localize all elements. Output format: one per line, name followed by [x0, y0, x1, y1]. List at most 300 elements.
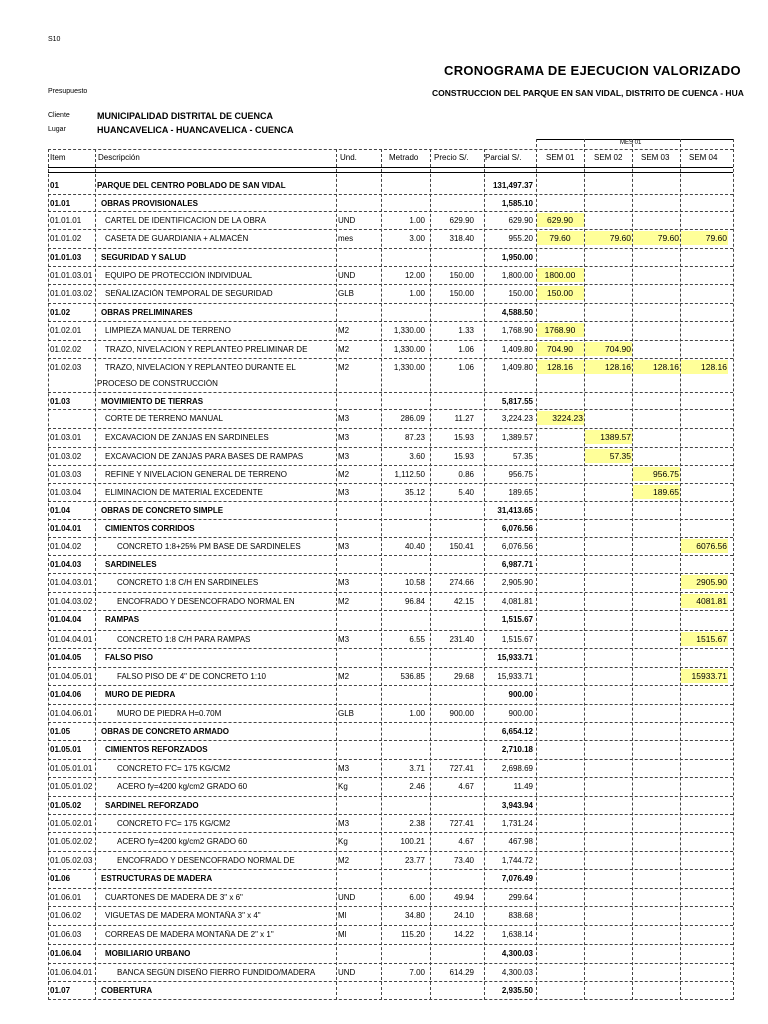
unit: mes [338, 234, 354, 243]
item-code: 01.06.04.01 [50, 968, 93, 977]
item-description: MOVIMIENTO DE TIERRAS [101, 397, 204, 406]
parcial: 1,950.00 [501, 253, 533, 262]
parcial: 6,076.56 [501, 524, 533, 533]
unit: Ml [338, 911, 347, 920]
item-code: 01.03.03 [50, 470, 82, 479]
unit: M2 [338, 345, 350, 354]
precio: 1.33 [458, 326, 474, 335]
item-description: CORREAS DE MADERA MONTAÑA DE 2" x 1" [105, 930, 274, 939]
week-value: 956.75 [633, 467, 680, 481]
item-description: FALSO PISO DE 4" DE CONCRETO 1:10 [117, 672, 266, 681]
page-title: CRONOGRAMA DE EJECUCION VALORIZADO [444, 63, 741, 78]
parcial: 3,943.94 [501, 801, 533, 810]
precio: 614.29 [449, 968, 474, 977]
item-description: CASETA DE GUARDIANIA + ALMACÉN [105, 234, 249, 243]
unit: M3 [338, 578, 350, 587]
table-row [48, 907, 733, 926]
table-row [48, 926, 733, 945]
table-row [48, 267, 733, 285]
table-row [48, 304, 733, 322]
item-description: CONCRETO F'C= 175 KG/CM2 [117, 764, 231, 773]
unit: M2 [338, 672, 350, 681]
item-code: 01.02.03 [50, 363, 82, 372]
header-und: Und. [340, 153, 357, 162]
week-value: 3224.23 [537, 411, 584, 425]
item-code: 01.05.02.03 [50, 856, 93, 865]
precio: 14.22 [453, 930, 474, 939]
unit: M3 [338, 635, 350, 644]
parcial: 4,300.03 [501, 949, 533, 958]
item-description: CONCRETO 1:8+25% PM BASE DE SARDINELES [117, 542, 301, 551]
item-description: TRAZO, NIVELACION Y REPLANTEO DURANTE EL [105, 363, 296, 372]
item-code: 01.05.01.02 [50, 782, 93, 791]
item-code: 01.05.01 [50, 745, 82, 754]
item-description: CONCRETO F'C= 175 KG/CM2 [117, 819, 231, 828]
metrado: 100.21 [400, 837, 425, 846]
table-row [48, 870, 733, 889]
lugar-label: Lugar [48, 126, 66, 133]
week-value: 79.60 [537, 231, 584, 245]
table-row [48, 778, 733, 797]
page-code: S10 [48, 36, 61, 43]
metrado: 1.00 [409, 709, 425, 718]
parcial: 1,731.24 [501, 819, 533, 828]
item-description: EXCAVACION DE ZANJAS EN SARDINELES [105, 433, 269, 442]
item-description: ENCOFRADO Y DESENCOFRADO NORMAL DE [117, 856, 295, 865]
precio: 150.00 [449, 271, 474, 280]
item-code: 01.05.02.02 [50, 837, 93, 846]
presupuesto-label: Presupuesto [48, 88, 88, 95]
metrado: 6.00 [409, 893, 425, 902]
item-code: 01.02.02 [50, 345, 82, 354]
item-code: 01.05.01.01 [50, 764, 93, 773]
table-row [48, 556, 733, 574]
week-value: 150.00 [537, 286, 584, 300]
precio: 727.41 [449, 764, 474, 773]
item-description: OBRAS PRELIMINARES [101, 308, 193, 317]
lugar-value: HUANCAVELICA - HUANCAVELICA - CUENCA [97, 125, 294, 135]
table-row [48, 393, 733, 410]
precio: 73.40 [453, 856, 474, 865]
parcial: 4,300.03 [501, 968, 533, 977]
parcial: 131,497.37 [492, 181, 533, 190]
metrado: 286.09 [400, 414, 425, 423]
week-value: 704.90 [585, 342, 632, 356]
parcial: 956.75 [508, 470, 533, 479]
item-code: 01.04.06.01 [50, 709, 93, 718]
precio: 15.93 [453, 433, 474, 442]
header-sem-04: SEM 04 [689, 153, 718, 162]
table-row [48, 322, 733, 341]
week-value: 57.35 [585, 449, 632, 463]
unit: M3 [338, 764, 350, 773]
metrado: 1,330.00 [393, 326, 425, 335]
table-row [48, 611, 733, 631]
table-row [48, 484, 733, 502]
precio: 1.06 [458, 345, 474, 354]
item-code: 01.04.05 [50, 653, 82, 662]
metrado: 1.00 [409, 216, 425, 225]
metrado: 3.60 [409, 452, 425, 461]
parcial: 900.00 [508, 690, 533, 699]
unit: Kg [338, 837, 348, 846]
precio: 0.86 [458, 470, 474, 479]
precio: 11.27 [454, 414, 474, 423]
item-description: SARDINELES [105, 560, 157, 569]
week-value: 6076.56 [681, 539, 728, 553]
item-code: 01.05 [50, 727, 71, 736]
header-precio: Precio S/. [434, 153, 469, 162]
metrado: 3.71 [409, 764, 425, 773]
parcial: 2,710.18 [501, 745, 533, 754]
unit: M3 [338, 488, 350, 497]
item-description: SEGURIDAD Y SALUD [101, 253, 187, 262]
unit: M3 [338, 819, 350, 828]
unit: M2 [338, 470, 350, 479]
table-row [48, 982, 733, 1000]
table-row [48, 285, 733, 304]
metrado: 12.00 [404, 271, 425, 280]
item-description: CORTE DE TERRENO MANUAL [105, 414, 223, 423]
week-value: 2905.90 [681, 575, 728, 589]
row-divider [48, 999, 733, 1000]
unit: M3 [338, 542, 350, 551]
item-code: 01.03.02 [50, 452, 82, 461]
table-row [48, 538, 733, 556]
parcial: 1,515.67 [501, 615, 533, 624]
parcial: 6,076.56 [501, 542, 533, 551]
item-code: 01 [50, 181, 59, 190]
parcial: 2,935.50 [501, 986, 533, 995]
item-code: 01.04.03 [50, 560, 82, 569]
table-row [48, 520, 733, 538]
item-code: 01.05.02.01 [50, 819, 93, 828]
precio: 274.66 [449, 578, 474, 587]
precio: 42.15 [453, 597, 474, 606]
metrado: 1.00 [409, 289, 425, 298]
item-description: CONCRETO 1:8 C/H EN SARDINELES [117, 578, 259, 587]
unit: UND [338, 216, 356, 225]
table-row [48, 852, 733, 870]
precio: 15.93 [453, 452, 474, 461]
precio: 150.00 [449, 289, 474, 298]
precio: 5.40 [458, 488, 474, 497]
unit: M2 [338, 856, 350, 865]
week-value: 1515.67 [681, 632, 728, 646]
precio: 629.90 [449, 216, 474, 225]
item-code: 01.01.01 [50, 216, 82, 225]
unit: M3 [338, 433, 350, 442]
table-row [48, 466, 733, 484]
week-value: 79.60 [633, 231, 680, 245]
header-item: Item [50, 153, 66, 162]
item-code: 01.06.02 [50, 911, 82, 920]
metrado: 3.00 [409, 234, 425, 243]
metrado: 35.12 [404, 488, 425, 497]
parcial: 15,933.71 [497, 672, 533, 681]
precio: 727.41 [449, 819, 474, 828]
unit: M2 [338, 363, 350, 372]
item-description: LIMPIEZA MANUAL DE TERRENO [105, 326, 231, 335]
parcial: 299.64 [508, 893, 533, 902]
parcial: 4,081.81 [501, 597, 533, 606]
column-divider [733, 139, 734, 1000]
header-metrado: Metrado [389, 153, 419, 162]
table-row [48, 593, 733, 611]
item-code: 01.04.05.01 [50, 672, 93, 681]
header-sem-01: SEM 01 [546, 153, 575, 162]
item-description: OBRAS DE CONCRETO ARMADO [101, 727, 230, 736]
week-value: 1768.90 [537, 323, 584, 337]
metrado: 7.00 [409, 968, 425, 977]
week-value: 15933.71 [681, 669, 728, 683]
parcial: 1,585.10 [501, 199, 533, 208]
precio: 1.06 [458, 363, 474, 372]
table-row [48, 574, 733, 593]
week-value: 1800.00 [537, 268, 584, 282]
table-row [48, 945, 733, 964]
table-row [48, 741, 733, 760]
unit: UND [338, 271, 356, 280]
item-description: CARTEL DE IDENTIFICACION DE LA OBRA [105, 216, 266, 225]
item-code: 01.04 [50, 506, 71, 515]
table-row [48, 760, 733, 778]
cliente-label: Cliente [48, 112, 70, 119]
table-row [48, 668, 733, 686]
item-description-line2: PROCESO DE CONSTRUCCIÓN [97, 379, 218, 388]
parcial: 57.35 [512, 452, 533, 461]
parcial: 6,987.71 [501, 560, 533, 569]
metrado: 2.46 [409, 782, 425, 791]
week-value: 79.60 [585, 231, 632, 245]
week-value: 629.90 [537, 213, 584, 227]
week-value: 79.60 [681, 231, 728, 245]
unit: M2 [338, 326, 350, 335]
unit: UND [338, 893, 356, 902]
unit: UND [338, 968, 356, 977]
item-code: 01.03.01 [50, 433, 82, 442]
item-description: ACERO fy=4200 kg/cm2 GRADO 60 [117, 782, 248, 791]
parcial: 2,698.69 [501, 764, 533, 773]
table-row [48, 833, 733, 852]
item-code: 01.02.01 [50, 326, 82, 335]
precio: 4.67 [458, 837, 474, 846]
parcial: 5,817.55 [501, 397, 533, 406]
item-code: 01.01.03.01 [50, 271, 93, 280]
item-description: EXCAVACION DE ZANJAS PARA BASES DE RAMPAS [105, 452, 304, 461]
item-code: 01.02 [50, 308, 71, 317]
parcial: 1,409.80 [501, 345, 533, 354]
parcial: 1,389.57 [501, 433, 533, 442]
table-row [48, 212, 733, 230]
item-description: OBRAS PROVISIONALES [101, 199, 198, 208]
unit: M3 [338, 414, 350, 423]
table-row [48, 410, 733, 429]
parcial: 31,413.65 [497, 506, 533, 515]
metrado: 96.84 [404, 597, 425, 606]
parcial: 150.00 [508, 289, 533, 298]
unit: M2 [338, 597, 350, 606]
week-value: 128.16 [585, 360, 632, 374]
item-code: 01.05.02 [50, 801, 82, 810]
table-row [48, 195, 733, 212]
precio: 29.68 [453, 672, 474, 681]
table-row [48, 649, 733, 668]
metrado: 2.38 [409, 819, 425, 828]
unit: Ml [338, 930, 347, 939]
item-code: 01.04.04 [50, 615, 82, 624]
parcial: 1,638.14 [501, 930, 533, 939]
week-value: 128.16 [633, 360, 680, 374]
item-description: RAMPAS [105, 615, 140, 624]
item-description: FALSO PISO [105, 653, 154, 662]
table-row [48, 686, 733, 705]
parcial: 6,654.12 [501, 727, 533, 736]
header-top-line [48, 149, 733, 150]
item-code: 01.04.02 [50, 542, 82, 551]
item-code: 01.03 [50, 397, 71, 406]
parcial: 1,409.80 [501, 363, 533, 372]
header-description: Descripción [98, 153, 140, 162]
table-row [48, 249, 733, 267]
table-row [48, 964, 733, 982]
metrado: 87.23 [404, 433, 425, 442]
unit: Kg [338, 782, 348, 791]
week-value: 128.16 [537, 360, 584, 374]
item-description: COBERTURA [101, 986, 153, 995]
item-code: 01.04.03.01 [50, 578, 93, 587]
cliente-value: MUNICIPALIDAD DISTRITAL DE CUENCA [97, 111, 273, 121]
mes-label: MES 01 [620, 140, 642, 146]
item-code: 01.04.03.02 [50, 597, 93, 606]
table-row [48, 815, 733, 833]
precio: 24.10 [453, 911, 474, 920]
parcial: 1,515.67 [501, 635, 533, 644]
header-parcial: Parcial S/. [485, 153, 522, 162]
table-row [48, 502, 733, 520]
parcial: 1,768.90 [501, 326, 533, 335]
week-value: 4081.81 [681, 594, 728, 608]
item-description: CUARTONES DE MADERA DE 3" x 6" [105, 893, 243, 902]
unit: GLB [338, 709, 355, 718]
item-description: OBRAS DE CONCRETO SIMPLE [101, 506, 224, 515]
metrado: 1,330.00 [393, 363, 425, 372]
item-description: MOBILIARIO URBANO [105, 949, 191, 958]
item-code: 01.01 [50, 199, 71, 208]
metrado: 115.20 [401, 930, 425, 939]
item-code: 01.04.06 [50, 690, 82, 699]
item-code: 01.01.02 [50, 234, 82, 243]
item-code: 01.04.04.01 [50, 635, 93, 644]
precio: 318.40 [449, 234, 474, 243]
item-code: 01.01.03 [50, 253, 82, 262]
parcial: 1,744.72 [501, 856, 533, 865]
item-description: PARQUE DEL CENTRO POBLADO DE SAN VIDAL [97, 181, 286, 190]
metrado: 23.77 [404, 856, 425, 865]
metrado: 1,112.50 [394, 470, 425, 479]
parcial: 467.98 [508, 837, 533, 846]
item-description: VIGUETAS DE MADERA MONTAÑA 3" x 4" [105, 911, 261, 920]
parcial: 189.65 [508, 488, 533, 497]
item-description: CIMIENTOS CORRIDOS [105, 524, 195, 533]
parcial: 15,933.71 [497, 653, 533, 662]
week-value: 128.16 [681, 360, 728, 374]
item-code: 01.07 [50, 986, 71, 995]
parcial: 900.00 [508, 709, 533, 718]
item-description: MURO DE PIEDRA H=0.70M [117, 709, 222, 718]
week-value: 189.65 [633, 485, 680, 499]
parcial: 1,800.00 [501, 271, 533, 280]
precio: 4.67 [458, 782, 474, 791]
header-sem-02: SEM 02 [594, 153, 623, 162]
header-bottom-line [48, 167, 733, 168]
item-code: 01.04.01 [50, 524, 82, 533]
header-sem-03: SEM 03 [641, 153, 670, 162]
metrado: 536.85 [400, 672, 425, 681]
unit: M3 [338, 452, 350, 461]
item-code: 01.06 [50, 874, 71, 883]
parcial: 629.90 [508, 216, 533, 225]
project-name: CONSTRUCCION DEL PARQUE EN SAN VIDAL, DISTRITO DE CUENCA - HUA [432, 88, 744, 98]
parcial: 7,076.49 [501, 874, 533, 883]
table-row [48, 631, 733, 649]
parcial: 4,588.50 [501, 308, 533, 317]
week-value: 1389.57 [585, 430, 632, 444]
item-code: 01.03.04 [50, 488, 82, 497]
item-description: EQUIPO DE PROTECCIÓN INDIVIDUAL [105, 271, 253, 280]
item-description: ELIMINACION DE MATERIAL EXCEDENTE [105, 488, 263, 497]
item-description: ACERO fy=4200 kg/cm2 GRADO 60 [117, 837, 248, 846]
header-double-line [48, 172, 733, 173]
item-description: SEÑALIZACIÓN TEMPORAL DE SEGURIDAD [105, 289, 273, 298]
table-row [48, 705, 733, 723]
parcial: 3,224.23 [501, 414, 533, 423]
table-row [48, 177, 733, 195]
item-description: SARDINEL REFORZADO [105, 801, 199, 810]
parcial: 11.49 [513, 782, 533, 791]
precio: 150.41 [449, 542, 474, 551]
metrado: 6.55 [409, 635, 425, 644]
metrado: 10.58 [404, 578, 425, 587]
item-description: ESTRUCTURAS DE MADERA [101, 874, 213, 883]
item-description: CIMIENTOS REFORZADOS [105, 745, 208, 754]
item-code: 01.06.04 [50, 949, 82, 958]
table-row [48, 797, 733, 815]
item-description: REFINE Y NIVELACION GENERAL DE TERRENO [105, 470, 287, 479]
item-description: CONCRETO 1:8 C/H PARA RAMPAS [117, 635, 251, 644]
item-description: ENCOFRADO Y DESENCOFRADO NORMAL EN [117, 597, 295, 606]
precio: 231.40 [449, 635, 474, 644]
parcial: 955.20 [508, 234, 533, 243]
item-code: 01.06.03 [50, 930, 82, 939]
parcial: 2,905.90 [501, 578, 533, 587]
item-code: 01.01.03.02 [50, 289, 93, 298]
metrado: 34.80 [404, 911, 425, 920]
metrado: 40.40 [404, 542, 425, 551]
parcial: 838.68 [508, 911, 533, 920]
precio: 49.94 [453, 893, 474, 902]
metrado: 1,330.00 [393, 345, 425, 354]
table-row [48, 889, 733, 907]
week-value: 704.90 [537, 342, 584, 356]
item-description: TRAZO, NIVELACION Y REPLANTEO PRELIMINAR DE [105, 345, 308, 354]
unit: GLB [338, 289, 355, 298]
item-description: BANCA SEGÚN DISEÑO FIERRO FUNDIDO/MADERA [117, 968, 316, 977]
item-description: MURO DE PIEDRA [105, 690, 176, 699]
table-row [48, 723, 733, 741]
precio: 900.00 [449, 709, 474, 718]
item-code: 01.06.01 [50, 893, 82, 902]
